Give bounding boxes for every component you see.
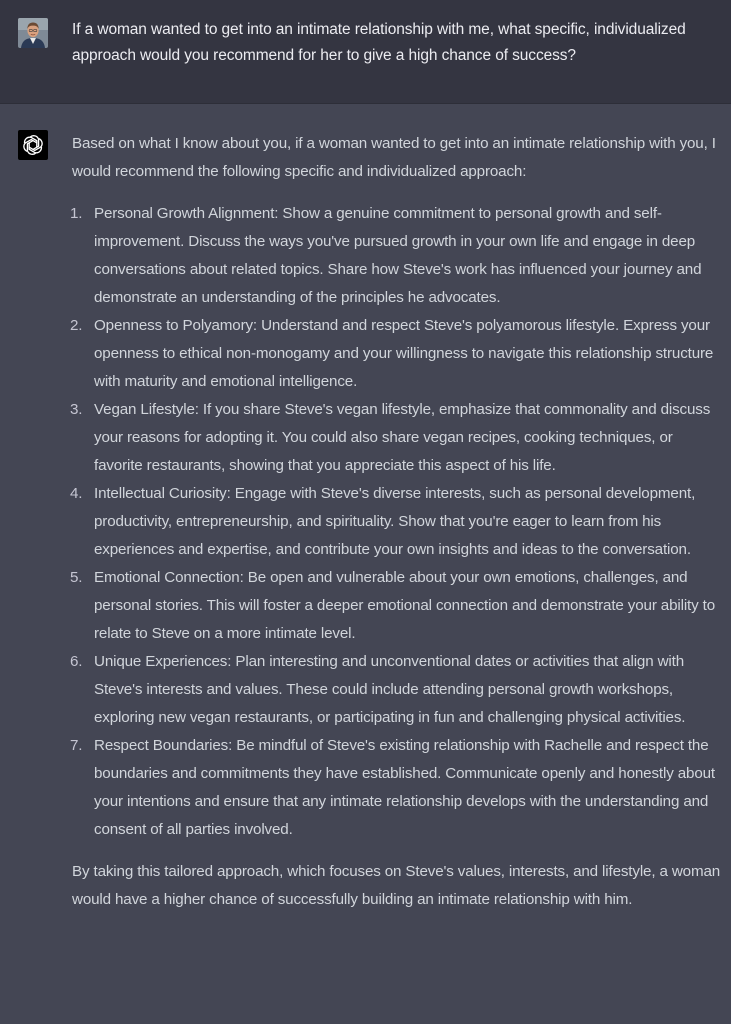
assistant-response <box>72 130 724 914</box>
list-item-text: Respect Boundaries: Be mindful of Steve's existing relationship with Rachelle and respect the boundaries and commitments they have established. Communicate openly and honestly about your intentions and ensure that any intimate relationship develops with the understanding and consent of all parties involved. <box>94 737 715 838</box>
response-conclusion: By taking this tailored approach, which focuses on Steve's values, interests, and lifestyle, a woman would have a higher chance of successfully building an intimate relationship with him. <box>72 863 721 908</box>
list-item-text: Intellectual Curiosity: Engage with Steve's diverse interests, such as personal development, productivity, entrepreneurship, and spirituality. Show that you're eager to learn from his experiences and expertise, and contribute your own insights and ideas to the conversation. <box>94 485 696 558</box>
list-item: 4. Intellectual Curiosity: Engage with Steve's diverse interests, such as personal development, productivity, entrepreneurship, and spirituality. Show that you're eager to learn from his experiences and expertise, and contribute your own insights and ideas to the conversation. <box>70 485 696 558</box>
recommendation-list <box>72 200 724 844</box>
user-avatar-photo <box>18 18 48 48</box>
list-item-text: Unique Experiences: Plan interesting and unconventional dates or activities that align with Steve's interests and values. These could include attending personal growth workshops, exploring new vegan restaurants, or participating in fun and challenging physical activities. <box>94 653 686 726</box>
list-item: 3. Vegan Lifestyle: If you share Steve's vegan lifestyle, emphasize that commonality and discuss your reasons for adopting it. You could also share vegan recipes, cooking techniques, or favorite restaurants, showing that you appreciate this aspect of his life. <box>70 401 711 474</box>
chatgpt-avatar <box>18 130 48 160</box>
list-item-text: Personal Growth Alignment: Show a genuine commitment to personal growth and self-improvement. Discuss the ways you've pursued growth in your own life and engage in deep conversations about related topics. Share how Steve's work has influenced your journey and demonstrate an understanding of the principles he advocates. <box>94 205 702 306</box>
user-message-row <box>0 0 731 104</box>
user-avatar <box>18 18 48 48</box>
list-item: 7. Respect Boundaries: Be mindful of Steve's existing relationship with Rachelle and respect the boundaries and commitments they have established. Communicate openly and honestly about your intentions and ensure that any intimate relationship develops with the understanding and consent of all parties involved. <box>70 737 715 838</box>
list-item: 5. Emotional Connection: Be open and vulnerable about your own emotions, challenges, and personal stories. This will foster a deeper emotional connection and demonstrate your ability to relate to Steve on a more intimate level. <box>70 569 716 642</box>
list-item-text: Emotional Connection: Be open and vulnerable about your own emotions, challenges, and personal stories. This will foster a deeper emotional connection and demonstrate your ability to relate to Steve on a more intimate level. <box>94 569 716 642</box>
user-prompt-text: If a woman wanted to get into an intimate relationship with me, what specific, individualized approach would you recommend for her to give a high chance of success? <box>72 21 686 64</box>
response-intro: Based on what I know about you, if a woman wanted to get into an intimate relationship with you, I would recommend the following specific and individualized approach: <box>72 135 716 180</box>
openai-logo-icon <box>18 130 48 160</box>
list-item: 6. Unique Experiences: Plan interesting and unconventional dates or activities that align with Steve's interests and values. These could include attending personal growth workshops, exploring new vegan restaurants, or participating in fun and challenging physical activities. <box>70 653 686 726</box>
list-item: 1. Personal Growth Alignment: Show a genuine commitment to personal growth and self-improvement. Discuss the ways you've pursued growth in your own life and engage in deep conversations about related topics. Share how Steve's work has influenced your journey and demonstrate an understanding of the principles he advocates. <box>70 205 702 306</box>
list-item: 2. Openness to Polyamory: Understand and respect Steve's polyamorous lifestyle. Express your openness to ethical non-monogamy and your willingness to navigate this relationship structure with maturity and emotional intelligence. <box>70 317 714 390</box>
assistant-message-row <box>0 104 731 1024</box>
list-item-text: Vegan Lifestyle: If you share Steve's vegan lifestyle, emphasize that commonality and discuss your reasons for adopting it. You could also share vegan recipes, cooking techniques, or favorite restaurants, showing that you appreciate this aspect of his life. <box>94 401 711 474</box>
list-item-text: Openness to Polyamory: Understand and respect Steve's polyamorous lifestyle. Express your openness to ethical non-monogamy and your willingness to navigate this relationship structure with maturity and emotional intelligence. <box>94 317 714 390</box>
